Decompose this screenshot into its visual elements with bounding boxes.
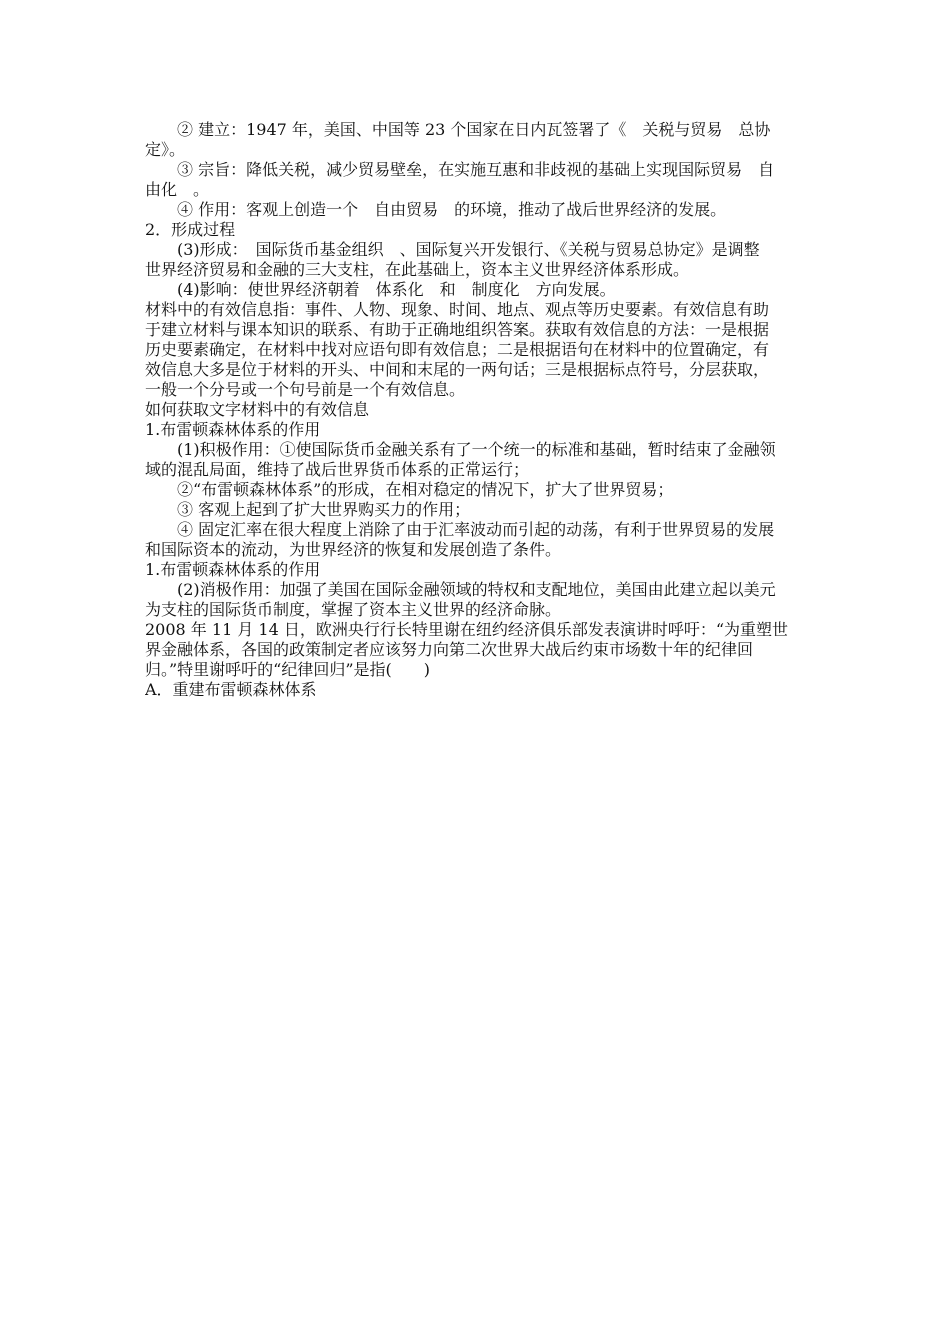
text-line: 定》。 <box>145 140 186 159</box>
text-line: ④ 作用：客观上创造一个 自由贸易 的环境，推动了战后世界经济的发展。 <box>177 200 727 219</box>
text-line: (1)积极作用：①使国际货币金融关系有了一个统一的标准和基础，暂时结束了金融领 <box>177 440 776 459</box>
text-line: ③ 客观上起到了扩大世界购买力的作用； <box>177 500 471 519</box>
text-line: 世界经济贸易和金融的三大支柱，在此基础上，资本主义世界经济体系形成。 <box>145 260 690 279</box>
text-line: 由化 。 <box>145 180 210 199</box>
answer-option-a: A．重建布雷顿森林体系 <box>145 680 317 699</box>
text-line: 为支柱的国际货币制度，掌握了资本主义世界的经济命脉。 <box>145 600 562 619</box>
text-line: 一般一个分号或一个句号前是一个有效信息。 <box>145 380 466 399</box>
question-text: 2008 年 11 月 14 日，欧洲央行行长特里谢在纽约经济俱乐部发表演讲时呼吁：“为重塑世 <box>145 620 789 639</box>
text-line: 域的混乱局面，维持了战后世界货币体系的正常运行； <box>145 460 530 479</box>
text-line: 效信息大多是位于材料的开头、中间和末尾的一两句话；三是根据标点符号，分层获取， <box>145 360 770 379</box>
text-line: 材料中的有效信息指：事件、人物、现象、时间、地点、观点等历史要素。有效信息有助 <box>145 300 770 319</box>
text-line: ② 建立：1947 年，美国、中国等 23 个国家在日内瓦签署了《 关税与贸易 总协 <box>177 120 771 139</box>
question-text: 归。”特里谢呼吁的“纪律回归”是指( ) <box>145 660 431 679</box>
section-heading: 如何获取文字材料中的有效信息 <box>145 400 370 419</box>
text-line: 和国际资本的流动，为世界经济的恢复和发展创造了条件。 <box>145 540 562 559</box>
section-heading: 1.布雷顿森林体系的作用 <box>145 420 321 439</box>
question-text: 界金融体系，各国的政策制定者应该努力向第二次世界大战后约束市场数十年的纪律回 <box>145 640 754 659</box>
text-line: ③ 宗旨：降低关税，减少贸易壁垒，在实施互惠和非歧视的基础上实现国际贸易 自 <box>177 160 775 179</box>
document-page <box>145 120 810 700</box>
text-line: (4)影响：使世界经济朝着 体系化 和 制度化 方向发展。 <box>177 280 616 299</box>
text-line: 于建立材料与课本知识的联系、有助于正确地组织答案。获取有效信息的方法：一是根据 <box>145 320 770 339</box>
text-line: 历史要素确定，在材料中找对应语句即有效信息；二是根据语句在材料中的位置确定，有 <box>145 340 770 359</box>
text-line: ②“布雷顿森林体系”的形成，在相对稳定的情况下，扩大了世界贸易； <box>177 480 674 499</box>
section-heading: 1.布雷顿森林体系的作用 <box>145 560 321 579</box>
text-line: (3)形成： 国际货币基金组织 、国际复兴开发银行、《关税与贸易总协定》是调整 <box>177 240 760 259</box>
section-heading: 2．形成过程 <box>145 220 236 239</box>
text-line: (2)消极作用：加强了美国在国际金融领域的特权和支配地位，美国由此建立起以美元 <box>177 580 776 599</box>
text-line: ④ 固定汇率在很大程度上消除了由于汇率波动而引起的动荡，有利于世界贸易的发展 <box>177 520 775 539</box>
